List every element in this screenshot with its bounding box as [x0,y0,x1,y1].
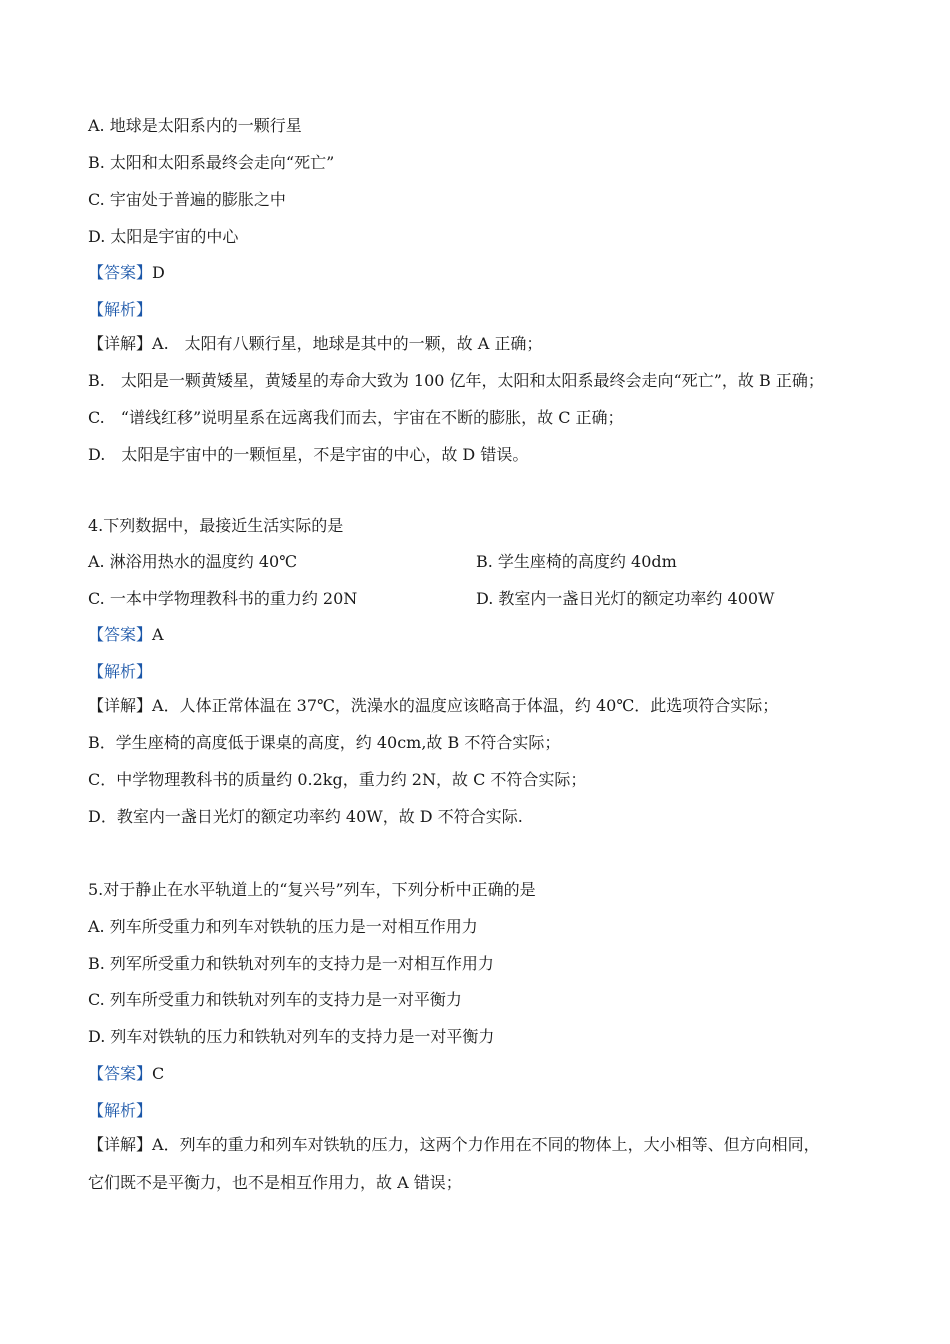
q3-detail-b: B. 太阳是一颗黄矮星，黄矮星的寿命大致为 100 亿年，太阳和太阳系最终会走向“死亡”，故 B 正确； [88,371,824,390]
q4-option-d: D. 教室内一盏日光灯的额定功率约 400W [476,589,775,608]
q4-analysis [88,660,890,684]
q4-detail-c: C．中学物理教科书的质量约 0.2kg，重力约 2N，故 C 不符合实际； [88,770,587,789]
q3-option-c: C. 宇宙处于普遍的膨胀之中 [88,190,286,209]
q3-detail-d: D. 太阳是宇宙中的一颗恒星，不是宇宙的中心，故 D 错误。 [88,445,529,464]
detail-label: 【详解】 [88,696,153,715]
q5-option-a: A. 列车所受重力和列车对铁轨的压力是一对相互作用力 [88,917,478,936]
answer-label: 【答案】 [88,625,153,644]
q5-detail-a-line2: 它们既不是平衡力，也不是相互作用力，故 A 错误； [88,1173,462,1192]
q3-detail-a [88,332,890,356]
q5-option-d: D. 列车对铁轨的压力和铁轨对列车的支持力是一对平衡力 [88,1027,495,1046]
q5-detail-a-line1 [88,1133,890,1157]
q5-answer [88,1062,890,1086]
q4-detail-b: B．学生座椅的高度低于课桌的高度，约 40cm,故 B 不符合实际； [88,733,561,752]
answer-label: 【答案】 [88,1064,153,1083]
q3-analysis [88,298,890,322]
q4-option-b: B. 学生座椅的高度约 40dm [476,552,677,571]
q5-question: 5.对于静止在水平轨道上的“复兴号”列车，下列分析中正确的是 [88,880,536,899]
detail-text: A．列车的重力和列车对铁轨的压力，这两个力作用在不同的物体上，大小相等、但方向相同， [152,1135,820,1154]
q4-answer [88,623,890,647]
answer-value: C [152,1064,165,1083]
q4-detail-d: D．教室内一盏日光灯的额定功率约 40W，故 D 不符合实际. [88,807,523,826]
detail-text: A．人体正常体温在 37℃，洗澡水的温度应该略高于体温，约 40℃．此选项符合实际； [152,696,779,715]
analysis-label: 【解析】 [88,300,153,319]
q3-answer [88,261,890,285]
answer-value: D [152,263,165,282]
detail-label: 【详解】 [88,334,153,353]
q5-option-b: B. 列军所受重力和铁轨对列车的支持力是一对相互作用力 [88,954,494,973]
answer-label: 【答案】 [88,263,153,282]
q5-analysis [88,1099,890,1123]
q4-question: 4.下列数据中，最接近生活实际的是 [88,516,344,535]
q4-option-c: C. 一本中学物理教科书的重力约 20N [88,589,358,608]
q3-detail-c: C. “谱线红移”说明星系在远离我们而去，宇宙在不断的膨胀，故 C 正确； [88,408,624,427]
detail-text: A. 太阳有八颗行星，地球是其中的一颗，故 A 正确； [152,334,543,353]
q4-detail-a [88,694,890,718]
detail-label: 【详解】 [88,1135,153,1154]
q3-option-b: B. 太阳和太阳系最终会走向“死亡” [88,153,335,172]
answer-value: A [152,625,164,644]
analysis-label: 【解析】 [88,1101,153,1120]
q3-option-d: D. 太阳是宇宙的中心 [88,227,239,246]
analysis-label: 【解析】 [88,662,153,681]
q4-option-a: A. 淋浴用热水的温度约 40℃ [88,552,298,571]
q3-option-a: A. 地球是太阳系内的一颗行星 [88,116,302,135]
q5-option-c: C. 列车所受重力和铁轨对列车的支持力是一对平衡力 [88,990,462,1009]
